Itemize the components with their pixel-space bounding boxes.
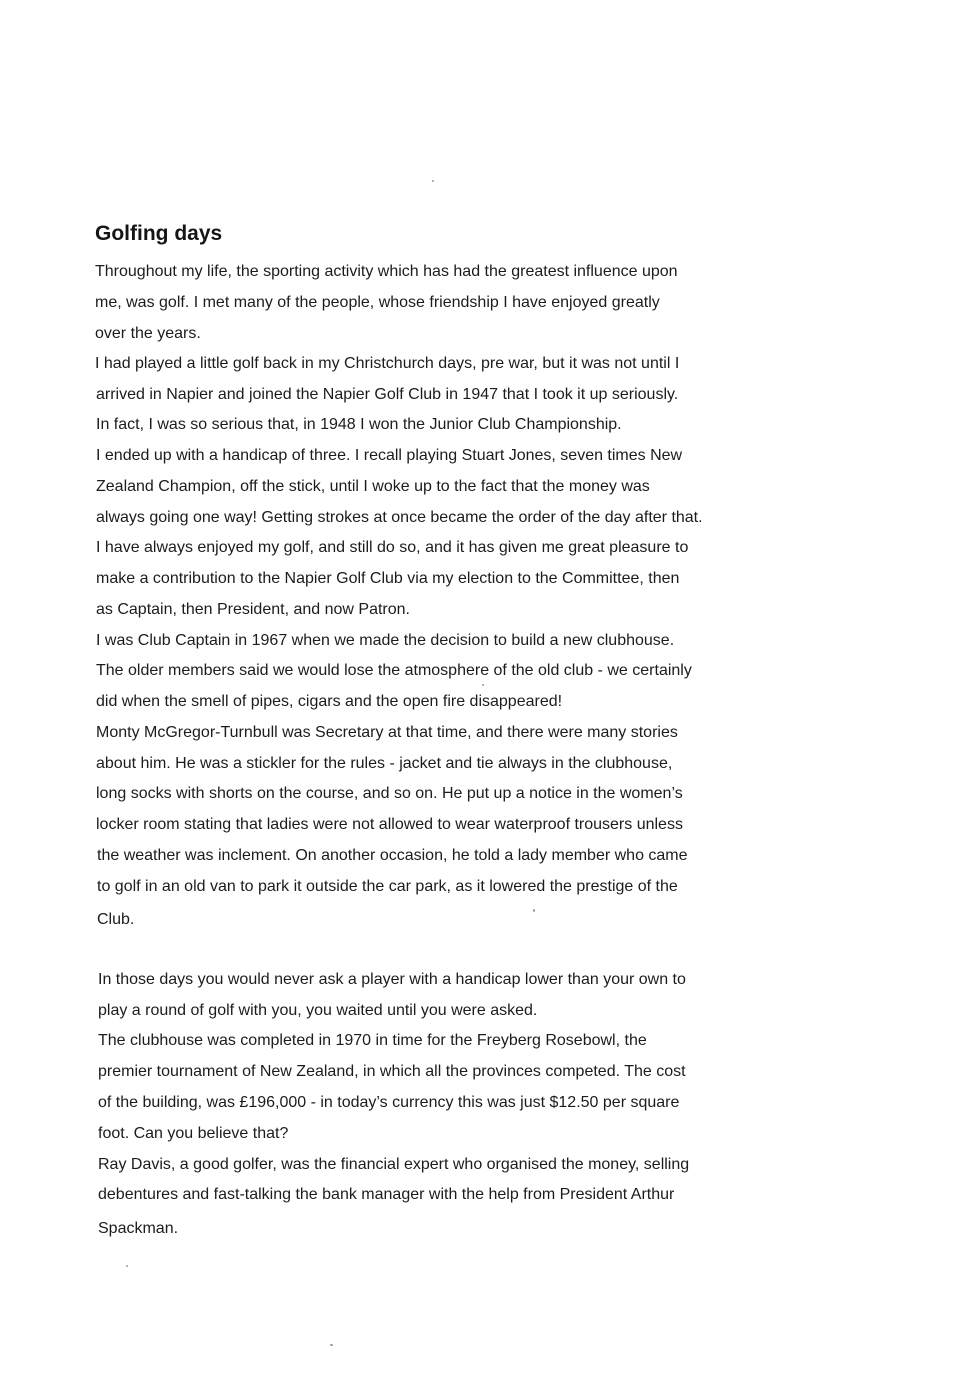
text-line: In those days you would never ask a player with a handicap lower than your own to [98,971,686,988]
text-line: the weather was inclement. On another occasion, he told a lady member who came [97,847,688,864]
text-line: always going one way! Getting strokes at once became the order of the day after that. [96,509,703,526]
text-line: about him. He was a stickler for the rules - jacket and tie always in the clubhouse, [96,755,673,772]
scan-speck [432,180,434,182]
text-line: Throughout my life, the sporting activity which has had the greatest influence upon [95,263,678,280]
text-line: long socks with shorts on the course, and so on. He put up a notice in the women’s [96,785,683,802]
text-line: premier tournament of New Zealand, in which all the provinces competed. The cost [98,1063,686,1080]
text-line: over the years. [95,325,201,342]
scan-speck [533,909,535,912]
text-line: make a contribution to the Napier Golf Club via my election to the Committee, then [96,570,680,587]
scan-speck [482,684,484,686]
text-line: to golf in an old van to park it outside the car park, as it lowered the prestige of the [97,878,678,895]
text-line: of the building, was £196,000 - in today’s currency this was just $12.50 per square [98,1094,680,1111]
text-line: play a round of golf with you, you waited until you were asked. [98,1002,538,1019]
scan-speck [330,1344,333,1346]
text-line: me, was golf. I met many of the people, whose friendship I have enjoyed greatly [95,294,660,311]
text-line: I have always enjoyed my golf, and still do so, and it has given me great pleasure to [96,539,689,556]
text-line: locker room stating that ladies were not allowed to wear waterproof trousers unless [96,816,683,833]
text-line: Club. [97,911,135,928]
text-line: I had played a little golf back in my Christchurch days, pre war, but it was not until I [95,355,680,372]
text-line: as Captain, then President, and now Patron. [96,601,410,618]
text-line: Ray Davis, a good golfer, was the financial expert who organised the money, selling [98,1156,690,1173]
text-line: Spackman. [98,1220,179,1237]
text-line: I ended up with a handicap of three. I recall playing Stuart Jones, seven times New [96,447,683,464]
text-line: The older members said we would lose the atmosphere of the old club - we certainly [96,662,692,679]
text-line: I was Club Captain in 1967 when we made the decision to build a new clubhouse. [96,632,675,649]
text-line: In fact, I was so serious that, in 1948 I won the Junior Club Championship. [96,416,622,433]
text-line: The clubhouse was completed in 1970 in time for the Freyberg Rosebowl, the [98,1032,647,1049]
document-title: Golfing days [95,222,223,245]
text-line: foot. Can you believe that? [98,1125,289,1142]
text-line: debentures and fast-talking the bank manager with the help from President Arthur [98,1186,675,1203]
scan-speck [126,1265,128,1267]
text-line: did when the smell of pipes, cigars and the open fire disappeared! [96,693,563,710]
text-line: Zealand Champion, off the stick, until I woke up to the fact that the money was [96,478,650,495]
text-line: Monty McGregor-Turnbull was Secretary at that time, and there were many stories [96,724,678,741]
text-line: arrived in Napier and joined the Napier Golf Club in 1947 that I took it up seriously. [96,386,679,403]
